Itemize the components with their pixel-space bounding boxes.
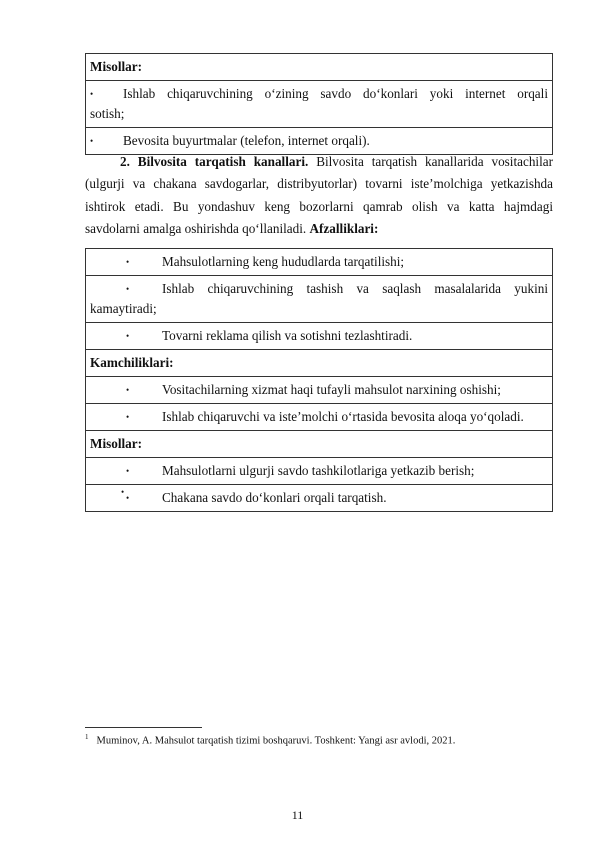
list-item-continuation: kamaytiradi; — [90, 301, 157, 316]
list-item: Vositachilarning xizmat haqi tufayli mahsulot narxining oshishi; — [162, 382, 501, 397]
table-row — [86, 81, 553, 128]
list-item: Bevosita buyurtmalar (telefon, internet orqali). — [123, 133, 370, 148]
table-row — [86, 249, 553, 276]
indirect-channel-table — [85, 248, 553, 512]
disadvantages-header: Kamchiliklari: — [86, 350, 553, 377]
footnote — [85, 733, 455, 747]
paragraph-line: Bilvosita tarqatish kanallarida vositachilar — [316, 154, 553, 169]
bullet-icon: • — [126, 331, 130, 341]
paragraph-line: ishtirok etadi. Bu yondashuv keng bozorlarni qamrab olish va katta hajmdagi — [85, 198, 553, 214]
bullet-icon: • — [126, 466, 130, 476]
bullet-icon: • — [126, 257, 130, 267]
list-item: Mahsulotlarning keng hududlarda tarqatilishi; — [162, 254, 405, 269]
advantages-label: Afzalliklari: — [309, 220, 379, 236]
section-heading: 2. Bilvosita tarqatish kanallari. — [120, 154, 309, 169]
list-item: Chakana savdo do‘konlari orqali tarqatish. — [162, 490, 387, 505]
paragraph-line: (ulgurji va chakana savdogarlar, distribyutorlar) tovarni iste’molchiga yetkazishda — [85, 176, 553, 192]
bullet-icon: • — [126, 493, 130, 503]
table-row — [86, 276, 553, 323]
examples-header: Misollar: — [86, 431, 553, 458]
table-row — [86, 377, 553, 404]
empty-bullet-icon: • — [121, 487, 125, 497]
table-row — [86, 458, 553, 485]
list-item: Ishlab chiqaruvchining o‘zining savdo do‘konlari yoki internet orqali — [123, 86, 548, 101]
bullet-icon: • — [126, 284, 130, 294]
indirect-channels-paragraph — [85, 151, 553, 240]
list-item-continuation: sotish; — [90, 106, 125, 121]
table-row — [86, 404, 553, 431]
list-item: Ishlab chiqaruvchi va iste’molchi o‘rtasida bevosita aloqa yo‘qoladi. — [162, 409, 524, 424]
list-item: Tovarni reklama qilish va sotishni tezlashtiradi. — [162, 328, 413, 343]
page-number: 11 — [291, 808, 304, 822]
footnote-divider — [85, 727, 202, 728]
footnote-mark: 1 — [85, 733, 89, 741]
table-row — [86, 323, 553, 350]
table-row — [86, 485, 553, 512]
paragraph-line: savdolarni amalga oshirishda qo‘llaniladi. — [85, 220, 307, 236]
bullet-icon: • — [126, 385, 130, 395]
list-item: Mahsulotlarni ulgurji savdo tashkilotlariga yetkazib berish; — [162, 463, 475, 478]
bullet-icon: • — [90, 89, 94, 99]
bullet-icon: • — [126, 412, 130, 422]
footnote-text: Muminov, A. Mahsulot tarqatish tizimi boshqaruvi. Toshkent: Yangi asr avlodi, 2021. — [96, 735, 456, 747]
bullet-icon: • — [90, 136, 94, 146]
examples-header: Misollar: — [86, 54, 553, 81]
direct-channel-examples-table — [85, 53, 553, 155]
list-item: Ishlab chiqaruvchining tashish va saqlash masalalarida yukini — [162, 281, 548, 296]
